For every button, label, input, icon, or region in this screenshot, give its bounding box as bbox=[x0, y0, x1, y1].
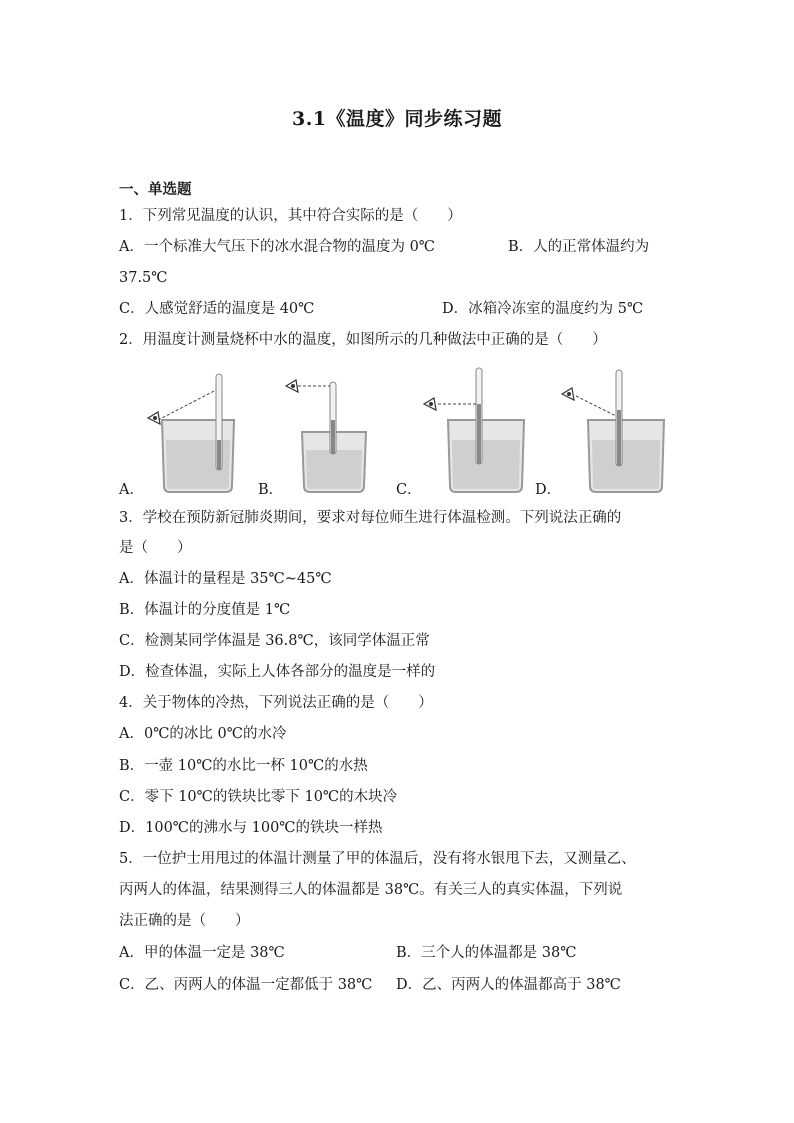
q3-option-a: A．体温计的量程是 35℃~45℃ bbox=[119, 571, 332, 587]
q3-option-c: C．检测某同学体温是 36.8℃，该同学体温正常 bbox=[119, 633, 430, 649]
q3-stem-line2: 是（ ） bbox=[119, 540, 192, 556]
q3-option-b: B．体温计的分度值是 1℃ bbox=[119, 602, 291, 618]
figure-label-a: A． bbox=[119, 482, 144, 498]
thermometer-a-liquid bbox=[217, 440, 221, 470]
thermometer-b-liquid bbox=[331, 420, 335, 454]
figure-c-beaker bbox=[420, 360, 530, 495]
section-heading: 一、单选题 bbox=[119, 181, 192, 198]
beaker-d-water bbox=[592, 440, 660, 489]
figure-label-c: C． bbox=[396, 482, 422, 498]
figure-b-beaker bbox=[284, 360, 394, 495]
q1-option-a: A．一个标准大气压下的冰水混合物的温度为 0℃ bbox=[119, 239, 436, 255]
q1-option-d: D．冰箱冷冻室的温度约为 5℃ bbox=[442, 301, 644, 317]
q3-option-d: D．检查体温，实际上人体各部分的温度是一样的 bbox=[119, 664, 436, 680]
q5-option-a: A．甲的体温一定是 38℃ bbox=[119, 945, 285, 961]
eye-pupil-icon bbox=[567, 392, 571, 396]
beaker-b-water bbox=[306, 450, 362, 489]
q5-option-c: C．乙、丙两人的体温一定都低于 38℃ bbox=[119, 977, 373, 993]
q4-option-c: C．零下 10℃的铁块比零下 10℃的木块冷 bbox=[119, 789, 398, 805]
beaker-c-water bbox=[452, 440, 520, 489]
q5-option-b: B．三个人的体温都是 38℃ bbox=[396, 945, 577, 961]
q1-option-b-cont: 37.5℃ bbox=[119, 270, 168, 286]
q5-stem-line3: 法正确的是（ ） bbox=[119, 913, 250, 929]
figure-label-b: B． bbox=[258, 482, 284, 498]
q5-option-d: D．乙、丙两人的体温都高于 38℃ bbox=[396, 977, 621, 993]
page-title: 3.1《温度》同步练习题 bbox=[291, 108, 503, 130]
thermometer-c-liquid bbox=[477, 404, 481, 464]
q5-stem-line1: 5．一位护士用甩过的体温计测量了甲的体温后，没有将水银甩下去，又测量乙、 bbox=[119, 851, 636, 867]
sight-line-d bbox=[576, 396, 616, 416]
figure-d-beaker bbox=[560, 360, 670, 495]
sight-line-a bbox=[158, 390, 216, 420]
figure-label-d: D． bbox=[535, 482, 562, 498]
figure-a-beaker bbox=[138, 360, 248, 495]
q2-stem: 2．用温度计测量烧杯中水的温度，如图所示的几种做法中正确的是（ ） bbox=[119, 332, 607, 348]
q1-option-c: C．人感觉舒适的温度是 40℃ bbox=[119, 301, 315, 317]
q4-option-d: D．100℃的沸水与 100℃的铁块一样热 bbox=[119, 820, 383, 836]
eye-pupil-icon bbox=[153, 416, 157, 420]
q4-option-a: A．0℃的冰比 0℃的水冷 bbox=[119, 726, 287, 742]
eye-pupil-icon bbox=[291, 384, 295, 388]
q1-stem: 1．下列常见温度的认识，其中符合实际的是（ ） bbox=[119, 208, 462, 224]
q5-stem-line2: 丙两人的体温，结果测得三人的体温都是 38℃。有关三人的真实体温，下列说 bbox=[119, 882, 623, 898]
q1-option-b: B．人的正常体温约为 bbox=[508, 239, 650, 255]
eye-pupil-icon bbox=[429, 402, 433, 406]
q4-option-b: B．一壶 10℃的水比一杯 10℃的水热 bbox=[119, 758, 368, 774]
q4-stem: 4．关于物体的冷热，下列说法正确的是（ ） bbox=[119, 695, 433, 711]
q3-stem-line1: 3．学校在预防新冠肺炎期间，要求对每位师生进行体温检测。下列说法正确的 bbox=[119, 510, 622, 526]
thermometer-d-liquid bbox=[617, 410, 621, 466]
